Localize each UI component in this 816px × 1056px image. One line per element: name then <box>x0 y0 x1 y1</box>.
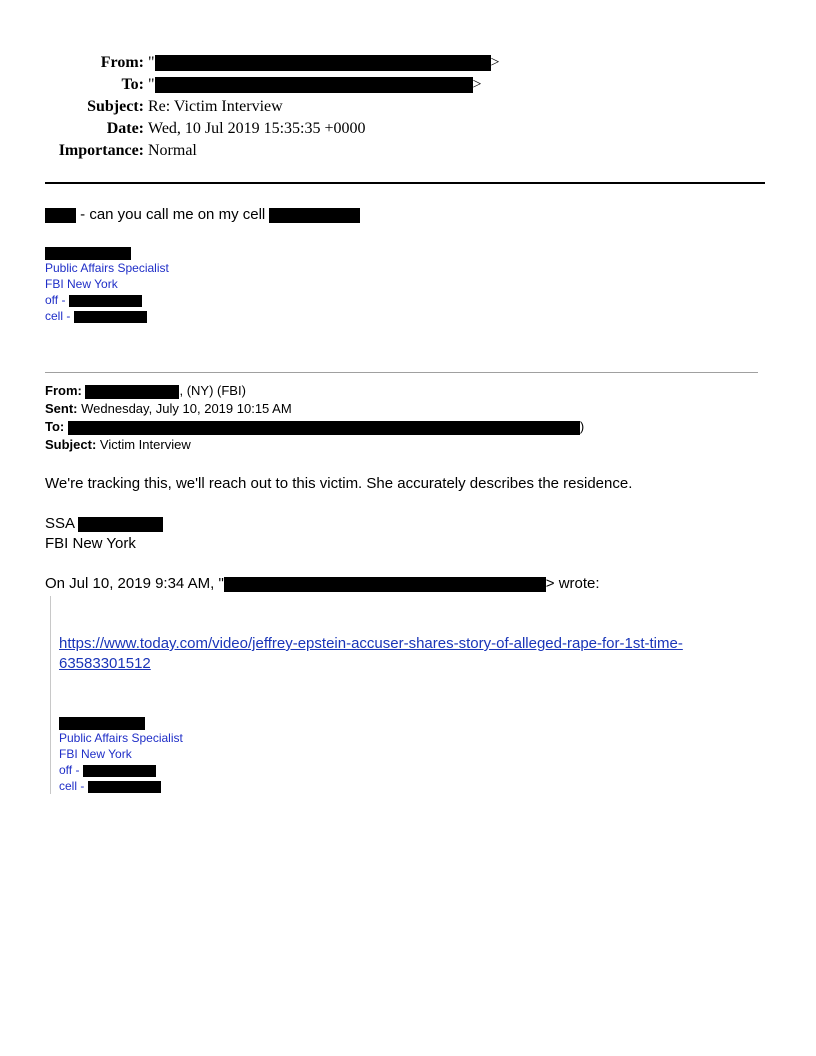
fwd-subject-label: Subject: <box>45 437 97 452</box>
reply-sig-title: Public Affairs Specialist <box>45 261 169 275</box>
quote-bar <box>50 596 51 794</box>
redaction-box <box>59 717 145 730</box>
quoted-sig-office: FBI New York <box>59 747 132 761</box>
quoted-link-line1[interactable] <box>59 634 683 654</box>
quoted-link-line2[interactable] <box>59 654 151 674</box>
redaction-box <box>88 781 161 793</box>
quoted-sig-name <box>59 715 145 731</box>
from-value <box>148 52 500 74</box>
from-label: From: <box>100 54 144 71</box>
reply-sig-off <box>45 292 142 308</box>
reply-message-line <box>45 205 360 225</box>
subject-label: Subject: <box>87 98 144 115</box>
forward-divider <box>45 372 758 373</box>
fwd-subject-row <box>45 436 191 454</box>
fwd-body: We're tracking this, we'll reach out to this victim. She accurately describes the residence. <box>45 475 633 492</box>
redaction-box <box>269 208 360 223</box>
to-value <box>148 74 482 96</box>
quoted-sig-title: Public Affairs Specialist <box>59 731 183 745</box>
redaction-box <box>85 385 179 399</box>
fwd-subject-value: Victim Interview <box>99 437 191 452</box>
header-importance-row <box>0 140 816 162</box>
redaction-box <box>83 765 156 777</box>
header-to-row <box>0 74 816 96</box>
importance-label: Importance: <box>58 142 144 159</box>
redaction-box <box>74 311 147 323</box>
fwd-sig-line <box>45 514 163 534</box>
header-from-row <box>0 52 816 74</box>
quoted-sig-cell <box>59 778 161 794</box>
reply-sig-office: FBI New York <box>45 277 118 291</box>
fwd-sent-label: Sent: <box>45 401 78 416</box>
video-link-continued[interactable]: 63583301512 <box>59 655 151 672</box>
fwd-sig-office: FBI New York <box>45 535 136 552</box>
date-label: Date: <box>106 120 144 137</box>
off-label: off - <box>59 763 80 777</box>
off-label: off - <box>45 293 66 307</box>
redaction-box <box>69 295 142 307</box>
header-date-row <box>0 118 816 140</box>
fwd-sent-value: Wednesday, July 10, 2019 10:15 AM <box>81 401 292 416</box>
reply-sig-name <box>45 245 131 261</box>
redaction-box <box>68 421 580 435</box>
redaction-box <box>45 247 131 260</box>
redaction-box <box>45 208 76 223</box>
email-header <box>0 52 816 162</box>
fwd-from-suffix: , (NY) (FBI) <box>179 383 246 398</box>
quote-intro-prefix: On Jul 10, 2019 9:34 AM, " <box>45 575 224 592</box>
fwd-to-row <box>45 418 584 436</box>
fwd-to-label: To: <box>45 419 65 434</box>
from-prefix: " <box>148 54 155 71</box>
to-suffix: > <box>472 76 482 93</box>
fwd-from-row <box>45 382 246 400</box>
header-subject-row <box>0 96 816 118</box>
redaction-box <box>155 55 491 71</box>
fwd-from-label: From: <box>45 383 82 398</box>
reply-message: - can you call me on my cell <box>80 206 266 223</box>
cell-label: cell - <box>45 309 71 323</box>
video-link[interactable]: https://www.today.com/video/jeffrey-epstein-accuser-shares-story-of-alleged-rape-for-1st-time- <box>59 635 683 652</box>
importance-value: Normal <box>148 142 197 159</box>
fwd-to-suffix: ) <box>579 419 585 434</box>
fwd-sig-prefix: SSA <box>45 515 75 532</box>
redaction-box <box>155 77 473 93</box>
subject-value: Re: Victim Interview <box>148 98 283 115</box>
reply-sig-cell <box>45 308 147 324</box>
to-prefix: " <box>148 76 155 93</box>
fwd-sent-row <box>45 400 292 418</box>
quoted-sig-off <box>59 762 156 778</box>
quote-intro-suffix: > wrote: <box>545 575 600 592</box>
date-value: Wed, 10 Jul 2019 15:35:35 +0000 <box>148 120 366 137</box>
header-divider <box>45 182 765 184</box>
redaction-box <box>78 517 163 532</box>
from-suffix: > <box>490 54 500 71</box>
to-label: To: <box>121 76 144 93</box>
redaction-box <box>224 577 546 592</box>
quote-intro <box>45 574 600 594</box>
cell-label: cell - <box>59 779 85 793</box>
